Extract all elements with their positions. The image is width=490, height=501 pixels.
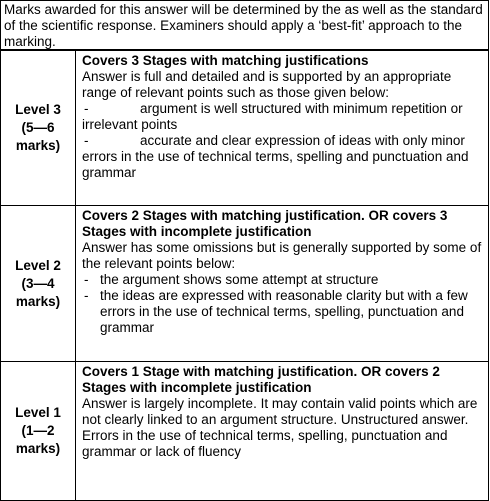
level-marks: (1—2 marks) — [15, 423, 61, 456]
level-label: Level 3 — [15, 102, 61, 117]
level-description — [76, 362, 489, 501]
level-row-3 — [1, 51, 489, 206]
level-marks: (3—4 marks) — [15, 275, 61, 309]
level-description — [76, 206, 489, 362]
level-label: Level 1 — [15, 405, 61, 420]
marking-instructions — [0, 0, 489, 50]
bullet-text: the ideas are expressed with reasonable clarity but with a few errors in the use of technical terms, spelling, punctuation and grammar — [100, 288, 468, 335]
level-label: Level 2 — [15, 257, 61, 273]
level-description — [76, 51, 489, 206]
level-table — [0, 50, 489, 501]
bullet-text: accurate and clear expression of ideas with only minor errors in the use of technical terms, spelling and punctuation and grammar — [82, 133, 469, 180]
bullet-item — [82, 288, 484, 336]
bullet-marker: - — [84, 272, 89, 287]
level-text: Answer is full and detailed and is supported by an appropriate range of relevant points such as those given below: — [82, 69, 452, 100]
level-row-2 — [1, 206, 489, 362]
bullet-item — [82, 133, 484, 181]
bullet-marker: - — [84, 101, 89, 116]
bullet-item — [82, 272, 484, 288]
intro-text: Marks awarded for this answer will be determined by the as well as the standard of the scientific response. Examiners should apply a ‘best-fit’ approach to the marking. — [4, 2, 483, 49]
bullet-item — [82, 101, 484, 133]
level-heading: Covers 1 Stage with matching justification. OR covers 2 Stages with incomplete justification — [82, 364, 440, 395]
level-cell — [1, 51, 76, 206]
level-cell — [1, 362, 76, 501]
level-heading: Covers 3 Stages with matching justifications — [82, 53, 369, 68]
level-text: Answer is largely incomplete. It may contain valid points which are not clearly linked to an argument structure. Unstructured answer. Errors in the use of technical terms, spelling, punctuation and grammar or lack of fluency — [82, 396, 478, 459]
bullet-text: the argument shows some attempt at structure — [100, 272, 379, 287]
bullet-text: argument is well structured with minimum repetition or irrelevant points — [82, 101, 463, 132]
level-text: Answer has some omissions but is generally supported by some of the relevant points below: — [82, 240, 482, 271]
level-row-1 — [1, 362, 489, 501]
bullet-marker: - — [84, 288, 89, 303]
level-cell — [1, 206, 76, 362]
level-heading: Covers 2 Stages with matching justification. OR covers 3 Stages with incomplete justification — [82, 208, 448, 239]
bullet-marker: - — [84, 133, 89, 148]
level-marks: (5—6 marks) — [15, 120, 61, 153]
